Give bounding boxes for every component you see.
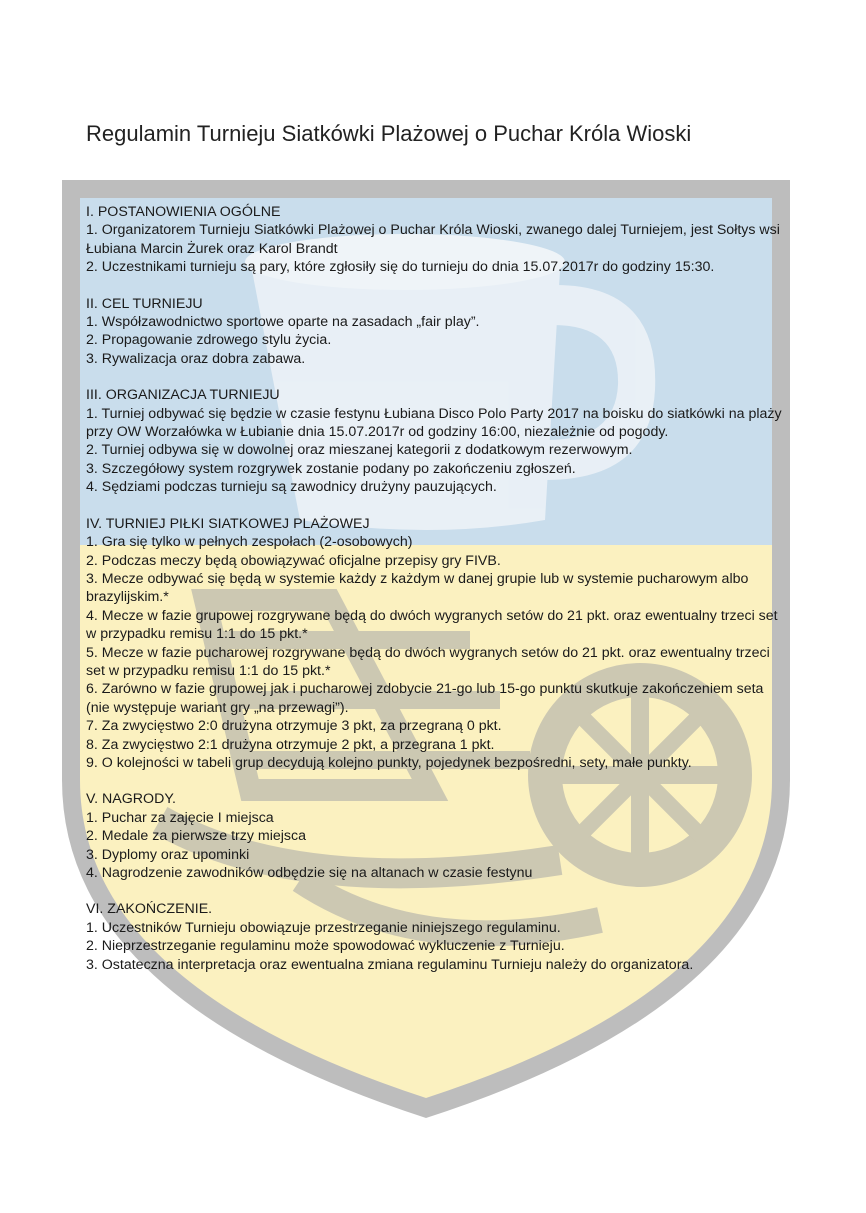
list-item: 3. Ostateczna interpretacja oraz ewentualna zmiana regulaminu Turnieju należy do organizatora.	[86, 956, 694, 973]
section-heading: IV. TURNIEJ PIŁKI SIATKOWEJ PLAŻOWEJ	[86, 515, 370, 532]
list-item: 1. Organizatorem Turnieju Siatkówki Plażowej o Puchar Króla Wioski, zwanego dalej Turniejem, jest Sołtys wsi Łubiana Marcin Żurek oraz Karol Brandt	[86, 222, 780, 257]
section-nagrody	[86, 790, 786, 882]
section-heading: I. POSTANOWIENIA OGÓLNE	[86, 204, 281, 220]
section-heading: V. NAGRODY.	[86, 791, 176, 808]
list-item: 4. Mecze w fazie grupowej rozgrywane będą do dwóch wygranych setów do 21 pkt. oraz ewentualny trzeci set w przypadku remisu 1:1 do 15 pkt.*	[86, 607, 778, 643]
list-item: 9. O kolejności w tabeli grup decydują kolejno punkty, pojedynek bezpośredni, sety, małe punkty.	[86, 754, 692, 771]
list-item: 4. Nagrodzenie zawodników odbędzie się na altanach w czasie festynu	[86, 865, 533, 881]
list-item: 3. Dyplomy oraz upominki	[86, 846, 250, 863]
list-item: 1. Turniej odbywać się będzie w czasie festynu Łubiana Disco Polo Party 2017 na boisku do siatkówki na plaży przy OW Worzałówka w Łubianie dnia 15.07.2017r od godziny 16:00, niezależnie od pogody.	[86, 405, 782, 441]
list-item: 1. Uczestników Turnieju obowiązuje przestrzeganie niniejszego regulaminu.	[86, 919, 561, 936]
list-item: 3. Mecze odbywać się będą w systemie każdy z każdym w danej grupie lub w systemie pucharowym albo brazylijskim.*	[86, 570, 749, 606]
section-heading: VI. ZAKOŃCZENIE.	[86, 901, 213, 918]
list-item: 3. Szczegółowy system rozgrywek zostanie podany po zakończeniu zgłoszeń.	[86, 460, 576, 477]
list-item: 1. Puchar za zajęcie I miejsca	[86, 809, 274, 826]
list-item: 6. Zarówno w fazie grupowej jak i pucharowej zdobycie 21-go lub 15-go punktu skutkuje zakończeniem seta (nie występuje wariant gry „na przewagi”).	[86, 681, 764, 716]
list-item: 2. Turniej odbywa się w dowolnej oraz mieszanej kategorii z dodatkowym rezerwowym.	[86, 442, 633, 459]
section-turniej	[86, 515, 786, 773]
rules-body	[86, 203, 786, 992]
list-item: 1. Współzawodnictwo sportowe oparte na zasadach „fair play”.	[86, 314, 480, 331]
section-cel	[86, 295, 786, 369]
list-item: 2. Nieprzestrzeganie regulaminu może spowodować wykluczenie z Turnieju.	[86, 938, 565, 955]
section-heading: II. CEL TURNIEJU	[86, 295, 203, 312]
list-item: 2. Propagowanie zdrowego stylu życia.	[86, 332, 332, 349]
section-heading: III. ORGANIZACJA TURNIEJU	[86, 387, 280, 404]
list-item: 2. Podczas meczy będą obowiązywać oficjalne przepisy gry FIVB.	[86, 552, 501, 569]
page-title: Regulamin Turnieju Siatkówki Plażowej o Puchar Króla Wioski	[86, 121, 692, 146]
list-item: 2. Medale za pierwsze trzy miejsca	[86, 828, 306, 845]
list-item: 4. Sędziami podczas turnieju są zawodnicy drużyny pauzujących.	[86, 479, 497, 496]
list-item: 2. Uczestnikami turnieju są pary, które zgłosiły się do turnieju do dnia 15.07.2017r do godziny 15:30.	[86, 259, 715, 276]
section-organizacja	[86, 386, 786, 496]
list-item: 5. Mecze w fazie pucharowej rozgrywane będą do dwóch wygranych setów do 21 pkt. oraz ewentualny trzeci set w przypadku remisu 1:1 do 15 pkt.*	[86, 644, 770, 679]
list-item: 1. Gra się tylko w pełnych zespołach (2-osobowych)	[86, 534, 413, 551]
section-zakonczenie	[86, 900, 786, 974]
list-item: 8. Za zwycięstwo 2:1 drużyna otrzymuje 2 pkt, a przegrana 1 pkt.	[86, 736, 495, 753]
list-item: 3. Rywalizacja oraz dobra zabawa.	[86, 350, 306, 367]
list-item: 7. Za zwycięstwo 2:0 drużyna otrzymuje 3 pkt, za przegraną 0 pkt.	[86, 718, 502, 735]
section-postanowienia	[86, 203, 786, 277]
